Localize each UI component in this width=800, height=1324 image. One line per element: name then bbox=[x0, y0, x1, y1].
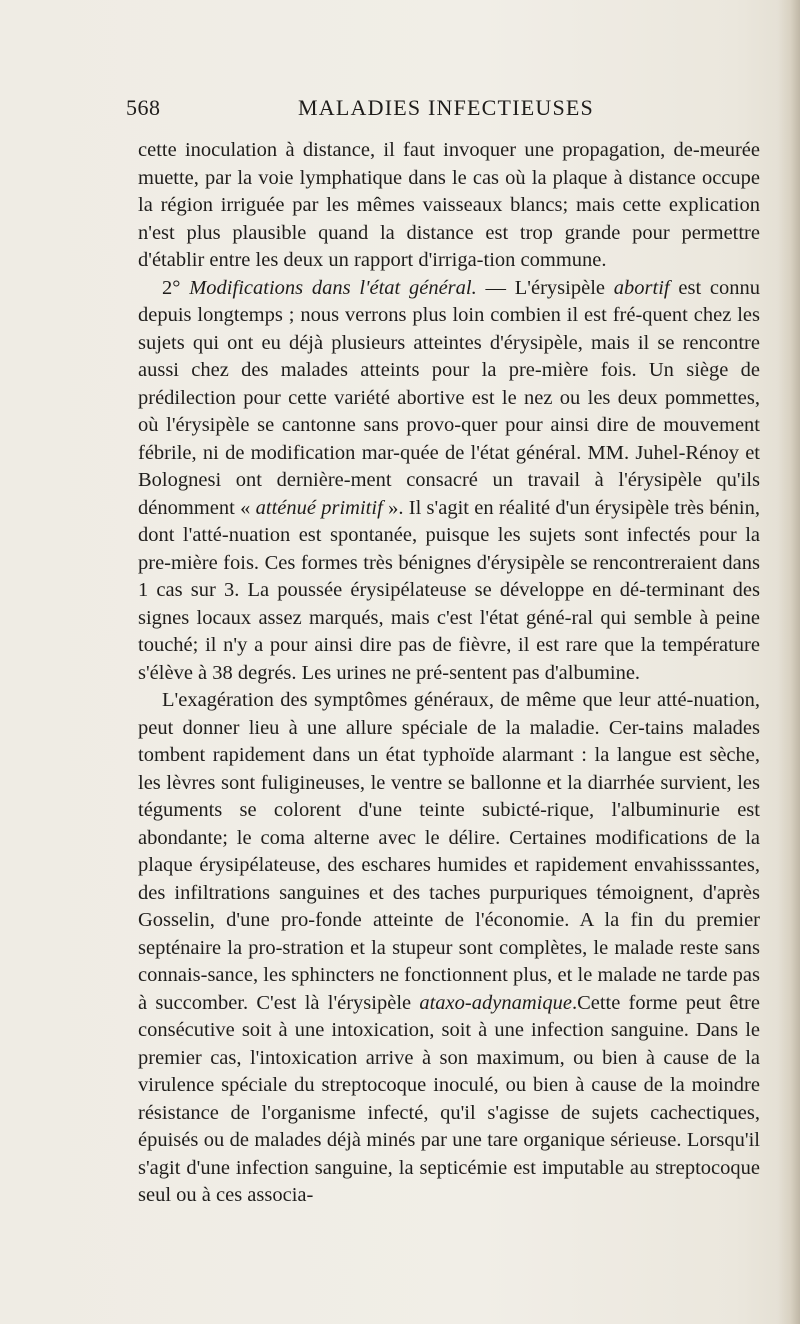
paragraph-2-text-a: — L'érysipèle bbox=[476, 276, 614, 299]
term-ataxo-adynamique: ataxo-adynamique bbox=[419, 991, 572, 1014]
term-attenue-primitif: atténué primitif bbox=[255, 496, 383, 519]
paragraph-2 bbox=[138, 275, 760, 688]
page-edge-shadow bbox=[778, 0, 800, 1324]
section-number: 2° bbox=[162, 276, 181, 299]
body-text bbox=[138, 137, 760, 1210]
section-heading: Modifications dans l'état général. bbox=[189, 276, 477, 299]
paragraph-3-text-b: .Cette forme peut être consécutive soit à une intoxication, soit à une infection sanguine. Dans le premier cas, l'intoxication arrive à son maximum, ou bien à cause de la virulence spéciale du streptocoque inoculé, ou bien à cause de la moindre résistance de l'organisme infecté, qu'il s'agisse de sujets cachectiques, épuisés ou de malades déjà minés par une tare organique sérieuse. Lorsqu'il s'agit d'une infection sanguine, la septicémie est imputable au streptocoque seul ou à ces associa- bbox=[138, 991, 760, 1206]
paragraph-1 bbox=[138, 137, 760, 275]
page-header bbox=[126, 95, 766, 125]
paragraph-1-text: cette inoculation à distance, il faut invoquer une propagation, de-meurée muette, par la voie lymphatique dans le cas où la plaque à distance occupe la région irriguée par les mêmes vaisseaux blancs; mais cette explication n'est plus plausible quand la distance est trop grande pour permettre d'établir entre les deux un rapport d'irriga-tion commune. bbox=[138, 139, 760, 271]
paragraph-3-text-a: L'exagération des symptômes généraux, de même que leur atté-nuation, peut donner lieu à une allure spéciale de la maladie. Cer-tains malades tombent rapidement dans un état typhoïde alarmant : la langue est sèche, les lèvres sont fuligineuses, le ventre se ballonne et la diarrhée survient, les téguments se colorent d'une teinte subicté-rique, l'albuminurie est abondante; le coma alterne avec le délire. Certaines modifications de la plaque érysipélateuse, des eschares humides et rapidement envahisssantes, des infiltrations sanguines et des taches purpuriques témoignent, d'après Gosselin, d'une pro-fonde atteinte de l'économie. A la fin du premier septénaire la pro-stration et la stupeur sont complètes, le malade reste sans connais-sance, les sphincters ne fonctionnent plus, et le malade ne tarde pas à succomber. C'est là l'érysipèle bbox=[138, 689, 760, 1014]
term-abortif: abortif bbox=[613, 276, 670, 299]
paragraph-2-text-b: est connu depuis longtemps ; nous verrons plus loin combien il est fré-quent chez les sujets qui ont eu déjà plusieurs atteintes d'érysipèle, mais il se rencontre aussi chez des malades atteints pour la pre-mière fois. Un siège de prédilection pour cette variété abortive est le nez ou les deux pommettes, où l'érysipèle se cantonne sans provo-quer pour ainsi dire de mouvement fébrile, ni de modification mar-quée de l'état général. MM. Juhel-Rénoy et Bolognesi ont dernière-ment consacré un travail à l'érysipèle qu'ils dénomment « bbox=[138, 276, 761, 519]
page-number: 568 bbox=[126, 95, 161, 120]
paragraph-3 bbox=[138, 687, 760, 1210]
running-title: MALADIES INFECTIEUSES bbox=[298, 95, 594, 120]
paragraph-2-text-c: ». Il s'agit en réalité d'un érysipèle très bénin, dont l'atté-nuation est spontanée, puisque les sujets sont infectés pour la pre-mière fois. Ces formes très bénignes d'érysipèle se rencontreraient dans 1 cas sur 3. La poussée érysipélateuse se développe en dé-terminant des signes locaux assez marqués, mais c'est l'état géné-ral qui semble à peine touché; il n'y a pour ainsi dire pas de fièvre, il est rare que la température s'élève à 38 degrés. Les urines ne pré-sentent pas d'albumine. bbox=[138, 496, 760, 684]
